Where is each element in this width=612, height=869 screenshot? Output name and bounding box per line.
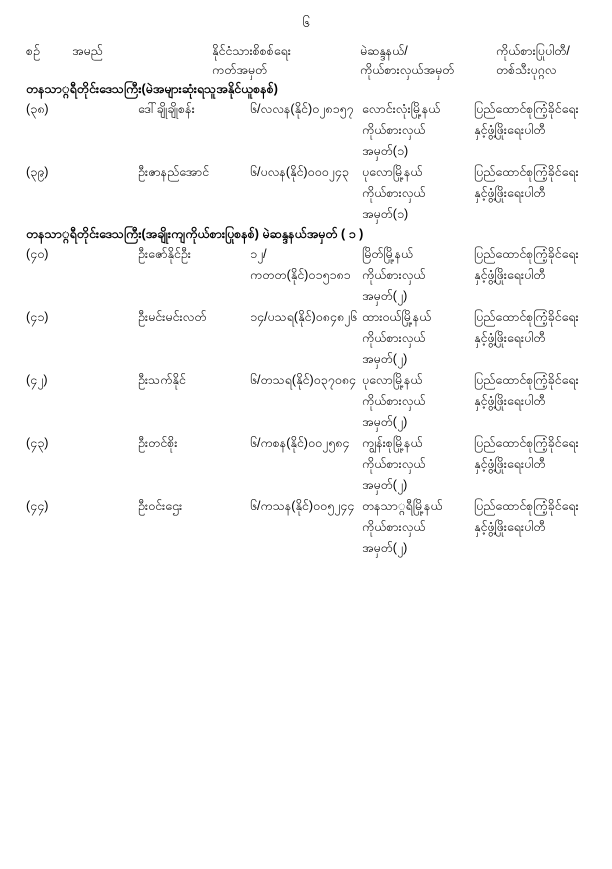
candidate-party-line-1: ပြည်ထောင်စုကြံ့ခိုင်ရေး bbox=[474, 310, 579, 324]
header-nrc-line2: ကတ်အမှတ် bbox=[212, 63, 268, 77]
table-row bbox=[26, 99, 586, 162]
candidate-nrc: ၁၄/ပသရ(နိုင်)၀၈၄၈၂၆ bbox=[250, 310, 358, 324]
section-title bbox=[26, 225, 586, 244]
candidate-nrc: ၆/ကစန(နိုင်)၀၀၂၅၈၄ bbox=[250, 436, 350, 450]
candidate-constituency bbox=[362, 370, 474, 433]
candidate-number: (၄၄) bbox=[26, 499, 49, 513]
candidate-name: ဦးဝင်းဌေး bbox=[138, 499, 183, 513]
table-row bbox=[26, 307, 586, 370]
candidate-constituency-line-2: ကိုယ်စားလှယ် bbox=[362, 123, 426, 137]
candidate-party bbox=[474, 99, 586, 162]
table-row bbox=[26, 433, 586, 496]
candidate-party-line-1: ပြည်ထောင်စုကြံ့ခိုင်ရေး bbox=[474, 102, 579, 116]
candidate-party-line-1: ပြည်ထောင်စုကြံ့ခိုင်ရေး bbox=[474, 247, 579, 261]
candidate-nrc: ၆/ကသန(နိုင်)၀၀၅၂၄၄ bbox=[250, 499, 355, 513]
candidate-party-line-2: နှင့်ဖွံ့ဖြိုးရေးပါတီ bbox=[474, 268, 546, 282]
candidate-party bbox=[474, 244, 586, 307]
section-heading-row bbox=[26, 225, 586, 244]
candidate-constituency bbox=[362, 307, 474, 370]
candidate-constituency bbox=[362, 433, 474, 496]
header-party-line2: တစ်သီးပုဂ္ဂလ bbox=[496, 63, 557, 77]
candidate-name: ဦးဇာနည်အောင် bbox=[138, 165, 210, 179]
candidate-constituency-line-1: တနသာ္ဂရီမြို့နယ် bbox=[362, 499, 443, 513]
candidate-constituency-line-1: ပုလောမြို့နယ် bbox=[362, 373, 423, 387]
header-party bbox=[496, 42, 612, 80]
header-no: စဉ် bbox=[26, 44, 40, 58]
candidate-name: ဦးတင်စိုး bbox=[138, 436, 178, 450]
candidate-rows-table bbox=[26, 80, 586, 559]
candidate-party-line-1: ပြည်ထောင်စုကြံ့ခိုင်ရေး bbox=[474, 373, 579, 387]
candidate-constituency-line-3: အမှတ်(၂) bbox=[362, 289, 408, 303]
table-row bbox=[26, 370, 586, 433]
candidate-nrc: ၆/ပလန(နိုင်)၀၀၀၂၄၃ bbox=[250, 165, 349, 179]
candidate-number: (၄၁) bbox=[26, 310, 49, 324]
candidate-constituency bbox=[362, 244, 474, 307]
candidate-party-line-1: ပြည်ထောင်စုကြံ့ခိုင်ရေး bbox=[474, 436, 579, 450]
candidate-constituency-line-3: အမှတ်(၂) bbox=[362, 478, 408, 492]
candidate-constituency-line-2: ကိုယ်စားလှယ် bbox=[362, 331, 426, 345]
candidate-party-line-2: နှင့်ဖွံ့ဖြိုးရေးပါတီ bbox=[474, 394, 546, 408]
candidate-constituency-line-2: ကိုယ်စားလှယ် bbox=[362, 186, 426, 200]
sections-host bbox=[26, 80, 586, 559]
candidate-constituency-line-2: ကိုယ်စားလှယ် bbox=[362, 520, 426, 534]
candidate-constituency-line-2: ကိုယ်စားလှယ် bbox=[362, 457, 426, 471]
candidate-party bbox=[474, 433, 586, 496]
table-row bbox=[26, 162, 586, 225]
candidate-party-line-1: ပြည်ထောင်စုကြံ့ခိုင်ရေး bbox=[474, 165, 579, 179]
section-heading-row bbox=[26, 80, 586, 99]
candidate-constituency bbox=[362, 496, 474, 559]
candidate-name: ဒေါ်ချိုချိုစန်း bbox=[138, 102, 195, 116]
header-name: အမည် bbox=[72, 44, 103, 58]
candidate-party bbox=[474, 162, 586, 225]
table-row bbox=[26, 244, 586, 307]
candidate-party-line-1: ပြည်ထောင်စုကြံ့ခိုင်ရေး bbox=[474, 499, 579, 513]
header-party-line1: ကိုယ်စားပြုပါတီ/ bbox=[496, 44, 570, 58]
candidate-constituency-line-3: အမှတ်(၂) bbox=[362, 352, 408, 366]
candidate-number: (၃၉) bbox=[26, 165, 49, 179]
candidate-constituency bbox=[362, 162, 474, 225]
candidate-constituency-line-3: အမှတ်(၁) bbox=[362, 207, 409, 221]
header-nrc bbox=[212, 42, 360, 80]
candidate-constituency bbox=[362, 99, 474, 162]
page-number: ၆ bbox=[302, 15, 310, 30]
candidate-constituency-line-1: ကျွန်းစုမြို့နယ် bbox=[362, 436, 423, 450]
candidate-constituency-line-3: အမှတ်(၂) bbox=[362, 415, 408, 429]
candidate-number: (၄၀) bbox=[26, 247, 49, 261]
table-header-row bbox=[26, 42, 612, 80]
section-title-text: တနသာ္ဂရီတိုင်းဒေသကြီး(မဲအများဆုံးရသူအနိုင်ယူစနစ်) bbox=[26, 82, 278, 96]
candidate-number: (၄၃) bbox=[26, 436, 49, 450]
candidate-party bbox=[474, 370, 586, 433]
candidate-party-line-2: နှင့်ဖွံ့ဖြိုးရေးပါတီ bbox=[474, 457, 546, 471]
table-row bbox=[26, 496, 586, 559]
section-title-text: တနသာ္ဂရီတိုင်းဒေသကြီး(အချိုးကျကိုယ်စားပြုစနစ်) မဲဆန္ဒနယ်အမှတ် ( ၁ ) bbox=[26, 227, 364, 241]
candidate-party-line-2: နှင့်ဖွံ့ဖြိုးရေးပါတီ bbox=[474, 186, 546, 200]
candidate-constituency-line-2: ကိုယ်စားလှယ် bbox=[362, 268, 426, 282]
header-constituency-line1: မဲဆန္ဒနယ်/ bbox=[360, 44, 408, 58]
candidate-party-line-2: နှင့်ဖွံ့ဖြိုးရေးပါတီ bbox=[474, 331, 546, 345]
candidate-number: (၃၈) bbox=[26, 102, 49, 116]
candidate-table bbox=[26, 42, 612, 80]
section-title bbox=[26, 80, 586, 99]
candidate-constituency-line-3: အမှတ်(၂) bbox=[362, 541, 408, 555]
table-body bbox=[26, 42, 612, 80]
candidate-party bbox=[474, 496, 586, 559]
candidate-party-line-2: နှင့်ဖွံ့ဖြိုးရေးပါတီ bbox=[474, 123, 546, 137]
header-constituency bbox=[360, 42, 496, 80]
candidate-constituency-line-2: ကိုယ်စားလှယ် bbox=[362, 394, 426, 408]
candidate-constituency-line-1: ပုလောမြို့နယ် bbox=[362, 165, 423, 179]
candidate-name: ဦးဇော်နိုင်ဦး bbox=[138, 247, 191, 261]
candidate-party bbox=[474, 307, 586, 370]
candidate-number: (၄၂) bbox=[26, 373, 48, 387]
candidate-party-line-2: နှင့်ဖွံ့ဖြိုးရေးပါတီ bbox=[474, 520, 546, 534]
header-constituency-line2: ကိုယ်စားလှယ်အမှတ် bbox=[360, 63, 455, 77]
candidate-nrc: ၁၂/ကတတ(နိုင်)၀၁၅၁၈၁ bbox=[250, 247, 351, 282]
header-nrc-line1: နိုင်ငံသားစိစစ်ရေး bbox=[212, 44, 291, 58]
candidate-name: ဦးသက်နိုင် bbox=[138, 373, 186, 387]
candidate-name: ဦးမင်းမင်းလတ် bbox=[138, 310, 207, 324]
candidate-nrc: ၆/တသရ(နိုင်)၀၃၇၀၈၄ bbox=[250, 373, 356, 387]
candidate-rows-body bbox=[26, 80, 586, 559]
candidate-constituency-line-1: ထားဝယ်မြို့နယ် bbox=[362, 310, 432, 324]
candidate-nrc: ၆/လလန(နိုင်)၀၂၈၁၅၇ bbox=[250, 102, 354, 116]
candidate-constituency-line-3: အမှတ်(၁) bbox=[362, 144, 409, 158]
candidate-constituency-line-1: လောင်းလုံးမြို့နယ် bbox=[362, 102, 441, 116]
candidate-constituency-line-1: မြိတ်မြို့နယ် bbox=[362, 247, 414, 261]
